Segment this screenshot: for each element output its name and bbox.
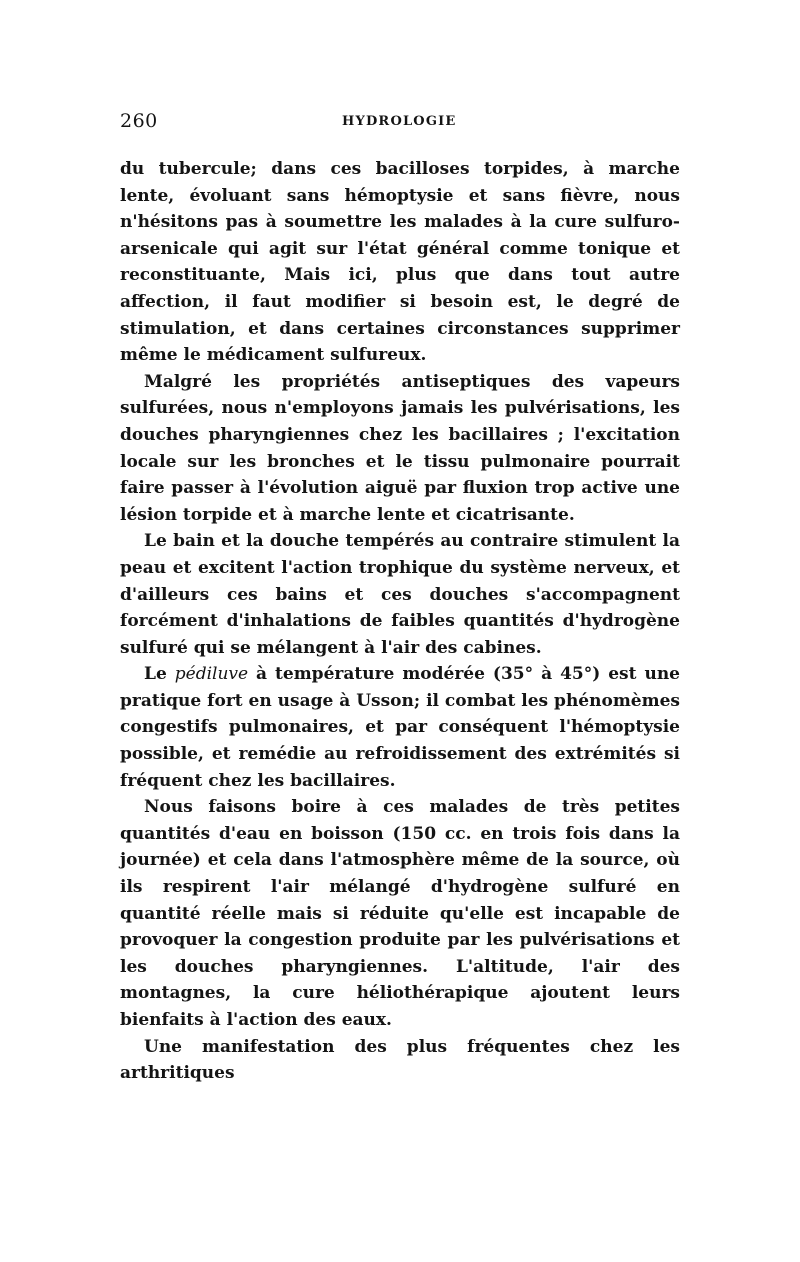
pediluve-rest: à température modérée (35° à 45°) est une pratique fort en usage à Usson; il combat les phénomèmes congestifs pulmonaires, et par conséquent l'hémoptysie possible, et remédie au refroidissement des extrémités si fréquent chez les bacillaires. (120, 664, 680, 791)
pediluve-term: pédiluve (174, 664, 249, 685)
running-head (120, 110, 680, 136)
paragraph-boisson: Nous faisons boire à ces malades de très petites quantités d'eau en boisson (150 cc. en trois fois dans la journée) et cela dans l'atmosphère même de la source, où ils respirent l'air mélangé d'hydrogène sulfuré en quantité réelle mais si réduite qu'elle est incapable de provoquer la congestion produite par les pulvérisations et les douches pharyngiennes. L'altitude, l'air des montagnes, la cure héliothérapique ajoutent leurs bienfaits à l'action des eaux. (120, 797, 680, 1030)
paragraph-bain-douche: Le bain et la douche tempérés au contraire stimulent la peau et excitent l'action trophique du système nerveux, et d'ailleurs ces bains et ces douches s'accompagnent forcément d'inhalations de faibles quantités d'hydrogène sulfuré qui se mélangent à l'air des cabines. (120, 531, 680, 658)
running-title: HYDROLOGIE (342, 114, 457, 129)
book-page (120, 110, 680, 1087)
paragraph-continuation: du tubercule; dans ces bacilloses torpides, à marche lente, évoluant sans hémoptysie et sans fièvre, nous n'hésitons pas à soumettre les malades à la cure sulfuro-arsenicale qui agit sur l'état général comme tonique et reconstituante, Mais ici, plus que dans tout autre affection, il faut modifier si besoin est, le degré de stimulation, et dans certaines circonstances supprimer même le médicament sulfureux. (120, 159, 680, 366)
paragraph-pediluve (120, 661, 680, 794)
paragraph-vapeurs: Malgré les propriétés antiseptiques des vapeurs sulfurées, nous n'employons jamais les pulvérisations, les douches pharyngiennes chez les bacillaires ; l'excitation locale sur les bronches et le tissu pulmonaire pourrait faire passer à l'évolution aiguë par fluxion trop active une lésion torpide et à marche lente et cicatrisante. (120, 371, 680, 525)
body-text (120, 156, 680, 1087)
paragraph-arthritiques: Une manifestation des plus fréquentes chez les arthritiques (120, 1036, 680, 1084)
pediluve-prefix: Le (144, 664, 175, 685)
page-number: 260 (120, 110, 158, 132)
